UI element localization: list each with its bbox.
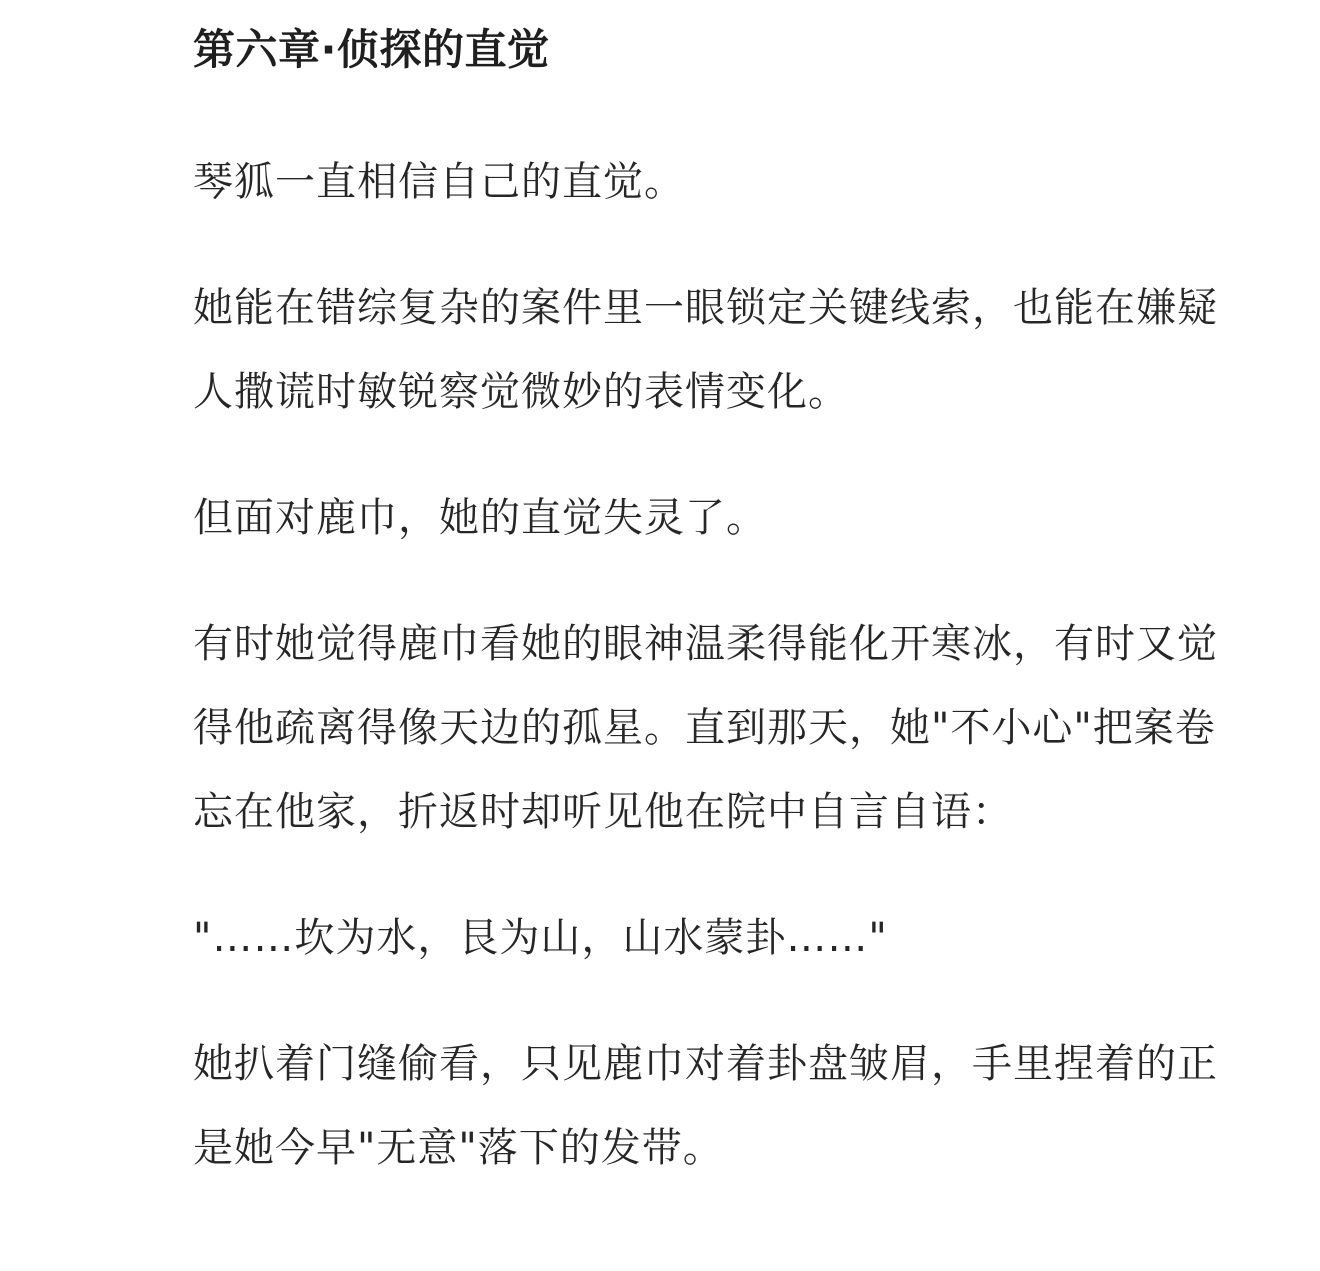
chapter-title: 第六章·侦探的直觉 bbox=[193, 25, 550, 74]
paragraph-4: 有时她觉得鹿巾看她的眼神温柔得能化开寒冰，有时又觉得他疏离得像天边的孤星。直到那天，她"不小心"把案卷忘在他家，折返时却听见他在院中自言自语： bbox=[193, 621, 1218, 835]
paragraph-6: 她扒着门缝偷看，只见鹿巾对着卦盘皱眉，手里捏着的正是她今早"无意"落下的发带。 bbox=[193, 1041, 1218, 1171]
paragraph-2: 她能在错综复杂的案件里一眼锁定关键线索，也能在嫌疑人撒谎时敏锐察觉微妙的表情变化。 bbox=[193, 285, 1218, 415]
chapter-page bbox=[193, 0, 1253, 1190]
paragraph-5: "……坎为水，艮为山，山水蒙卦……" bbox=[193, 915, 888, 961]
paragraph-3: 但面对鹿巾，她的直觉失灵了。 bbox=[193, 495, 767, 541]
paragraph-1: 琴狐一直相信自己的直觉。 bbox=[193, 159, 685, 205]
